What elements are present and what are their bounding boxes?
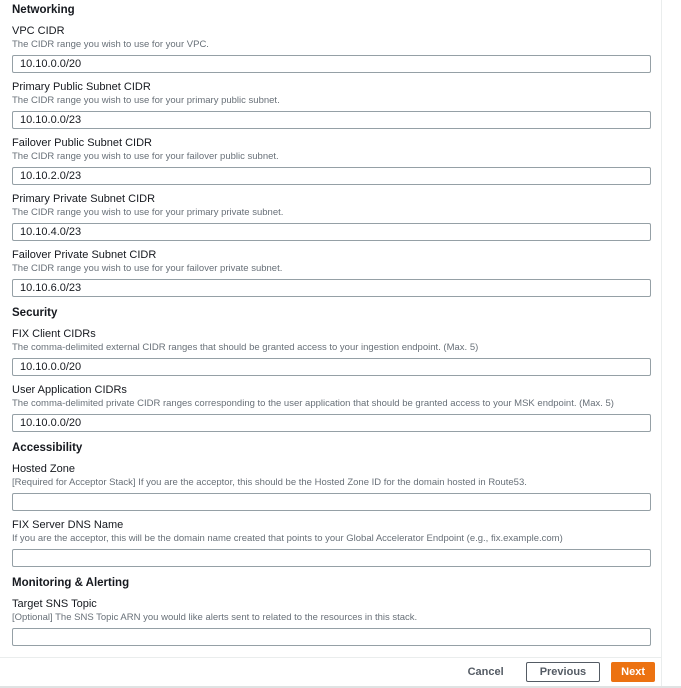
field-description: The CIDR range you wish to use for your failover private subnet. (12, 263, 283, 274)
field-description: [Required for Acceptor Stack] If you are the acceptor, this should be the Hosted Zone ID for the domain hosted in Route53. (12, 477, 527, 488)
section-title-networking: Networking (12, 4, 75, 16)
field-label: FIX Client CIDRs (12, 328, 96, 340)
field-primary-public-subnet-cidr (12, 81, 651, 129)
field-description: The comma-delimited external CIDR ranges that should be granted access to your ingestion endpoint. (Max. 5) (12, 342, 479, 353)
wizard-footer (0, 657, 661, 686)
field-description: If you are the acceptor, this will be the domain name created that points to your Global Accelerator Endpoint (e.g., fix.example.com) (12, 533, 563, 544)
field-hosted-zone (12, 463, 651, 511)
next-button[interactable]: Next (611, 662, 655, 682)
failover-public-subnet-cidr-input[interactable] (12, 167, 651, 185)
cancel-button[interactable]: Cancel (467, 666, 504, 678)
target-sns-topic-input[interactable] (12, 628, 651, 646)
field-fix-server-dns-name (12, 519, 651, 567)
field-description: The comma-delimited private CIDR ranges corresponding to the user application that should be granted access to your MSK endpoint. (Max. 5) (12, 398, 614, 409)
field-target-sns-topic (12, 598, 651, 646)
previous-button[interactable]: Previous (526, 662, 600, 682)
field-label: Failover Private Subnet CIDR (12, 249, 157, 261)
field-vpc-cidr (12, 25, 651, 73)
field-description: The CIDR range you wish to use for your primary public subnet. (12, 95, 280, 106)
primary-public-subnet-cidr-input[interactable] (12, 111, 651, 129)
section-title-monitoring-alerting: Monitoring & Alerting (12, 577, 130, 589)
hosted-zone-input[interactable] (12, 493, 651, 511)
section-monitoring-alerting (12, 577, 651, 646)
section-title-accessibility: Accessibility (12, 442, 83, 454)
section-networking (12, 4, 651, 297)
field-description: The CIDR range you wish to use for your primary private subnet. (12, 207, 284, 218)
field-description: The CIDR range you wish to use for your VPC. (12, 39, 209, 50)
primary-private-subnet-cidr-input[interactable] (12, 223, 651, 241)
field-fix-client-cidrs (12, 328, 651, 376)
field-label: Failover Public Subnet CIDR (12, 137, 153, 149)
user-application-cidrs-input[interactable] (12, 414, 651, 432)
section-title-security: Security (12, 307, 58, 319)
failover-private-subnet-cidr-input[interactable] (12, 279, 651, 297)
field-label: Hosted Zone (12, 463, 75, 475)
section-accessibility (12, 442, 651, 567)
fix-server-dns-name-input[interactable] (12, 549, 651, 567)
field-description: [Optional] The SNS Topic ARN you would like alerts sent to related to the resources in this stack. (12, 612, 418, 623)
field-description: The CIDR range you wish to use for your failover public subnet. (12, 151, 279, 162)
field-label: User Application CIDRs (12, 384, 127, 396)
field-label: Primary Private Subnet CIDR (12, 193, 156, 205)
fix-client-cidrs-input[interactable] (12, 358, 651, 376)
field-failover-public-subnet-cidr (12, 137, 651, 185)
field-label: FIX Server DNS Name (12, 519, 124, 531)
field-label: Target SNS Topic (12, 598, 97, 610)
field-failover-private-subnet-cidr (12, 249, 651, 297)
field-label: Primary Public Subnet CIDR (12, 81, 151, 93)
vpc-cidr-input[interactable] (12, 55, 651, 73)
field-primary-private-subnet-cidr (12, 193, 651, 241)
field-user-application-cidrs (12, 384, 651, 432)
field-label: VPC CIDR (12, 25, 65, 37)
section-security (12, 307, 651, 432)
